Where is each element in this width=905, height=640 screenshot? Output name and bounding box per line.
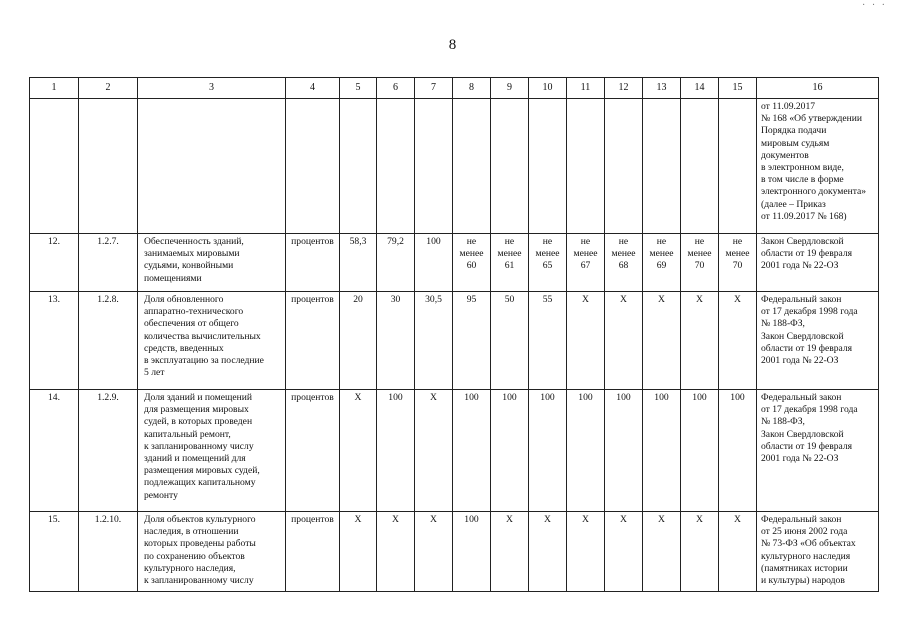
target-c10 — [529, 292, 567, 390]
text-line: менее — [649, 248, 674, 260]
text-line: Х — [620, 514, 627, 525]
target-c9 — [491, 292, 529, 390]
text-line: Доля обновленного — [144, 294, 224, 305]
continuation-row — [30, 99, 879, 234]
target-c10 — [529, 512, 567, 592]
target-c15 — [719, 512, 757, 592]
text-line: аппаратно-технического — [144, 306, 244, 318]
indicator-code: 1.2.9. — [79, 390, 138, 512]
text-line: Х — [544, 514, 551, 525]
row-number: 13. — [30, 292, 79, 390]
column-header-1: 1 — [30, 78, 79, 99]
cont-cell-14 — [681, 99, 719, 234]
text-line: 70 — [732, 260, 743, 272]
target-c12 — [605, 292, 643, 390]
value-c5: Х — [340, 390, 377, 512]
text-line: Федеральный закон — [761, 514, 842, 525]
text-line: судей, в которых проведен — [144, 416, 253, 428]
text-line: Доля объектов культурного — [144, 514, 256, 525]
text-line: 100 — [578, 392, 593, 403]
text-line: 68 — [618, 260, 629, 272]
column-header-15: 15 — [719, 78, 757, 99]
target-c13 — [643, 292, 681, 390]
text-line: зданий и помещений для — [144, 453, 246, 465]
text-line: Закон Свердловской — [761, 236, 844, 247]
text-line: не — [542, 236, 553, 247]
text-line: от 17 декабря 1998 года — [761, 404, 858, 416]
text-line: и культуры) народов — [761, 575, 845, 587]
table-row — [30, 234, 879, 292]
column-header-8: 8 — [453, 78, 491, 99]
text-line: области от 19 февраля — [761, 248, 853, 260]
value-c5: Х — [340, 512, 377, 592]
text-line: 2001 года № 22-ОЗ — [761, 260, 839, 272]
value-c7: Х — [415, 390, 453, 512]
unit: процентов — [286, 292, 340, 390]
text-line: менее — [459, 248, 484, 260]
cont-cell-6 — [377, 99, 415, 234]
text-line: культурного наследия, — [144, 562, 236, 574]
text-line: 2001 года № 22-ОЗ — [761, 355, 839, 367]
value-c7: 30,5 — [415, 292, 453, 390]
text-line: Закон Свердловской — [761, 330, 844, 342]
indicator-name — [138, 234, 286, 292]
text-line: 61 — [504, 260, 515, 272]
column-header-16: 16 — [757, 78, 879, 99]
legal-basis — [757, 390, 879, 512]
target-c15 — [719, 390, 757, 512]
text-line: (памятниках истории — [761, 562, 848, 574]
table-row — [30, 390, 879, 512]
target-c12 — [605, 390, 643, 512]
unit: процентов — [286, 512, 340, 592]
text-line: № 168 «Об утверждении — [761, 113, 863, 125]
text-line: судьями, конвойными — [144, 260, 234, 272]
target-c8 — [453, 390, 491, 512]
text-line: Федеральный закон — [761, 294, 842, 305]
target-c13 — [643, 390, 681, 512]
text-line: № 73-ФЗ «Об объектах — [761, 538, 856, 550]
page-number: 8 — [448, 37, 457, 53]
text-line: от 11.09.2017 № 168) — [761, 210, 847, 222]
text-line: капитальный ремонт, — [144, 428, 231, 440]
text-line: 100 — [616, 392, 631, 403]
text-line: 100 — [654, 392, 669, 403]
text-line: менее — [725, 248, 750, 260]
indicator-code: 1.2.8. — [79, 292, 138, 390]
text-line: по сохранению объектов — [144, 550, 245, 562]
text-line: 100 — [502, 392, 517, 403]
text-line: Х — [696, 294, 703, 305]
row-number: 14. — [30, 390, 79, 512]
cont-cell-12 — [605, 99, 643, 234]
text-line: не — [466, 236, 477, 247]
text-line: не — [694, 236, 705, 247]
text-line: 50 — [504, 294, 515, 305]
text-line: к запланированному числу — [144, 440, 254, 452]
text-line: менее — [611, 248, 636, 260]
text-line: Обеспеченность зданий, — [144, 236, 244, 247]
target-c14 — [681, 390, 719, 512]
target-c8 — [453, 234, 491, 292]
text-line: 69 — [656, 260, 667, 272]
target-c13 — [643, 512, 681, 592]
text-line: № 188-ФЗ, — [761, 416, 805, 428]
target-c10 — [529, 234, 567, 292]
value-c5: 20 — [340, 292, 377, 390]
text-line: Х — [658, 514, 665, 525]
text-line: Х — [582, 294, 589, 305]
header-row — [30, 78, 879, 99]
unit: процентов — [286, 234, 340, 292]
text-line: в электронном виде, — [761, 162, 844, 174]
target-c9 — [491, 512, 529, 592]
text-line: 65 — [542, 260, 553, 272]
text-line: не — [504, 236, 515, 247]
text-line: для размещения мировых — [144, 404, 249, 416]
text-line: менее — [687, 248, 712, 260]
column-header-2: 2 — [79, 78, 138, 99]
text-line: Х — [582, 514, 589, 525]
text-line: ремонту — [144, 489, 178, 501]
cont-cell-3 — [138, 99, 286, 234]
text-line: менее — [535, 248, 560, 260]
target-c14 — [681, 512, 719, 592]
text-line: 100 — [464, 514, 479, 525]
text-line: мировым судьям — [761, 137, 830, 149]
text-line: в том числе в форме — [761, 174, 844, 186]
cont-cell-2 — [79, 99, 138, 234]
column-header-12: 12 — [605, 78, 643, 99]
cont-cell-9 — [491, 99, 529, 234]
value-c5: 58,3 — [340, 234, 377, 292]
text-line: подлежащих капитальному — [144, 477, 256, 489]
legal-basis — [757, 292, 879, 390]
text-line: Х — [506, 514, 513, 525]
target-c14 — [681, 234, 719, 292]
text-line: Х — [734, 294, 741, 305]
text-line: от 17 декабря 1998 года — [761, 306, 858, 318]
target-c13 — [643, 234, 681, 292]
text-line: менее — [573, 248, 598, 260]
value-c6: 79,2 — [377, 234, 415, 292]
row-number: 12. — [30, 234, 79, 292]
text-line: 2001 года № 22-ОЗ — [761, 453, 839, 465]
target-c12 — [605, 512, 643, 592]
column-header-4: 4 — [286, 78, 340, 99]
text-line: Федеральный закон — [761, 392, 842, 403]
column-header-10: 10 — [529, 78, 567, 99]
cont-cell-11 — [567, 99, 605, 234]
text-line: 100 — [692, 392, 707, 403]
text-line: области от 19 февраля — [761, 342, 853, 354]
text-line: электронного документа» — [761, 186, 867, 198]
text-line: № 188-ФЗ, — [761, 318, 805, 330]
column-header-14: 14 — [681, 78, 719, 99]
target-c9 — [491, 390, 529, 512]
text-line: 100 — [540, 392, 555, 403]
text-line: 95 — [466, 294, 477, 305]
text-line: наследия, в отношении — [144, 526, 239, 538]
text-line: 5 лет — [144, 367, 165, 379]
cont-cell-15 — [719, 99, 757, 234]
target-c11 — [567, 234, 605, 292]
text-line: 100 — [464, 392, 479, 403]
indicator-code: 1.2.10. — [79, 512, 138, 592]
cont-legal-basis — [757, 99, 879, 234]
text-line: в эксплуатацию за последние — [144, 355, 264, 367]
target-c8 — [453, 512, 491, 592]
target-c8 — [453, 292, 491, 390]
cont-cell-1 — [30, 99, 79, 234]
text-line: 60 — [466, 260, 477, 272]
legal-basis — [757, 234, 879, 292]
value-c7: Х — [415, 512, 453, 592]
text-line: не — [580, 236, 591, 247]
text-line: документов — [761, 149, 809, 161]
unit: процентов — [286, 390, 340, 512]
text-line: Порядка подачи — [761, 125, 827, 137]
indicator-name — [138, 292, 286, 390]
cont-cell-4 — [286, 99, 340, 234]
legal-basis — [757, 512, 879, 592]
target-c10 — [529, 390, 567, 512]
text-line: менее — [497, 248, 522, 260]
value-c6: 100 — [377, 390, 415, 512]
text-line: Х — [658, 294, 665, 305]
indicator-name — [138, 512, 286, 592]
target-c11 — [567, 292, 605, 390]
target-c15 — [719, 234, 757, 292]
text-line: от 25 июня 2002 года — [761, 526, 848, 538]
indicators-table — [29, 77, 879, 592]
cont-cell-10 — [529, 99, 567, 234]
text-line: обеспечения от общего — [144, 318, 239, 330]
text-line: 100 — [730, 392, 745, 403]
table-row — [30, 292, 879, 390]
column-header-9: 9 — [491, 78, 529, 99]
cont-cell-7 — [415, 99, 453, 234]
column-header-6: 6 — [377, 78, 415, 99]
indicator-name — [138, 390, 286, 512]
text-line: размещения мировых судей, — [144, 465, 260, 477]
target-c14 — [681, 292, 719, 390]
text-line: к запланированному числу — [144, 575, 254, 587]
indicator-code: 1.2.7. — [79, 234, 138, 292]
text-line: культурного наследия — [761, 550, 851, 562]
corner-mark: · · · — [862, 0, 887, 11]
text-line: которых проведены работы — [144, 538, 256, 550]
text-line: (далее – Приказ — [761, 198, 826, 210]
column-header-11: 11 — [567, 78, 605, 99]
value-c6: 30 — [377, 292, 415, 390]
column-header-5: 5 — [340, 78, 377, 99]
table-row — [30, 512, 879, 592]
text-line: не — [656, 236, 667, 247]
text-line: области от 19 февраля — [761, 440, 853, 452]
text-line: средств, введенных — [144, 342, 224, 354]
cont-cell-13 — [643, 99, 681, 234]
text-line: Х — [620, 294, 627, 305]
text-line: 67 — [580, 260, 591, 272]
text-line: Доля зданий и помещений — [144, 392, 253, 403]
text-line: Х — [696, 514, 703, 525]
target-c15 — [719, 292, 757, 390]
target-c11 — [567, 512, 605, 592]
text-line: Закон Свердловской — [761, 428, 844, 440]
target-c12 — [605, 234, 643, 292]
value-c6: Х — [377, 512, 415, 592]
text-line: занимаемых мировыми — [144, 248, 240, 260]
value-c7: 100 — [415, 234, 453, 292]
text-line: от 11.09.2017 — [761, 101, 816, 112]
cont-cell-5 — [340, 99, 377, 234]
text-line: количества вычислительных — [144, 330, 261, 342]
cont-cell-8 — [453, 99, 491, 234]
text-line: не — [618, 236, 629, 247]
column-header-13: 13 — [643, 78, 681, 99]
row-number: 15. — [30, 512, 79, 592]
column-header-3: 3 — [138, 78, 286, 99]
target-c9 — [491, 234, 529, 292]
text-line: Х — [734, 514, 741, 525]
text-line: 70 — [694, 260, 705, 272]
text-line: 55 — [542, 294, 553, 305]
target-c11 — [567, 390, 605, 512]
text-line: помещениями — [144, 272, 202, 284]
column-header-7: 7 — [415, 78, 453, 99]
text-line: не — [732, 236, 743, 247]
